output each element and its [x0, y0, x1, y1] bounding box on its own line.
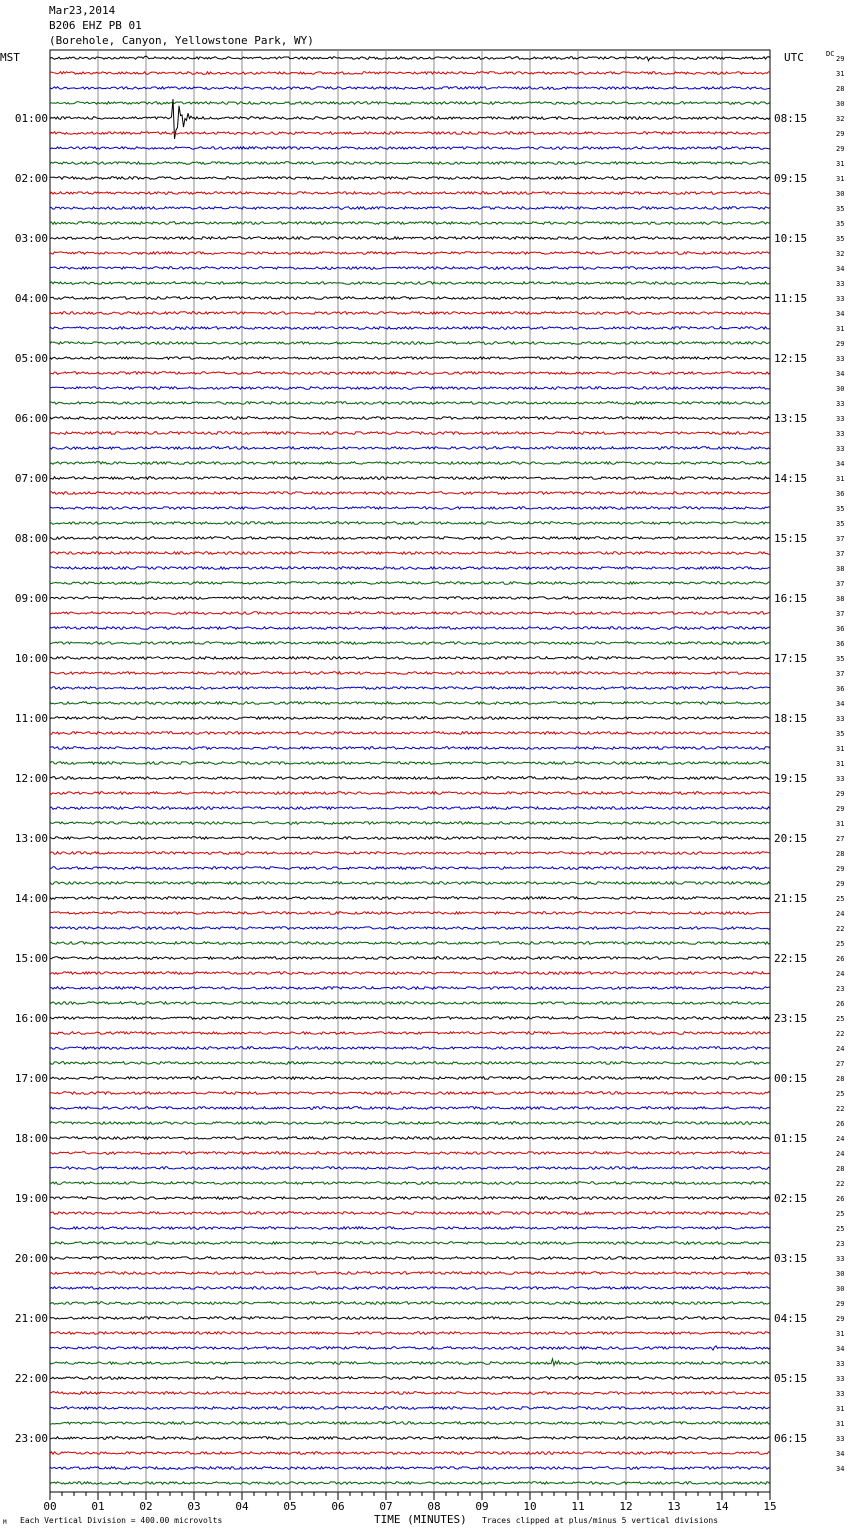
right-hour-label: 22:15 [774, 952, 808, 965]
dc-offset-label: 29 [836, 55, 845, 63]
dc-offset-label: 38 [836, 595, 845, 603]
dc-offset-label: 31 [836, 745, 845, 753]
trace-line [50, 282, 770, 285]
trace-line [50, 207, 770, 210]
x-tick-label: 10 [523, 1500, 537, 1513]
trace-line [50, 1317, 770, 1320]
trace-line [50, 87, 770, 90]
dc-offset-label: 23 [836, 1240, 845, 1248]
dc-offset-label: 34 [836, 1450, 845, 1458]
dc-offset-label: 34 [836, 1345, 845, 1353]
trace-line [50, 777, 770, 780]
dc-offset-label: 31 [836, 1330, 845, 1338]
left-hour-label: 10:00 [14, 652, 48, 665]
trace-line [50, 417, 770, 420]
right-hour-label: 21:15 [774, 892, 808, 905]
trace-line [50, 1482, 770, 1485]
trace-line [50, 177, 770, 180]
dc-offset-label: 34 [836, 265, 845, 273]
dc-offset-label: 29 [836, 805, 845, 813]
dc-offset-label: 31 [836, 175, 845, 183]
x-tick-label: 02 [139, 1500, 153, 1513]
dc-offset-label: 34 [836, 460, 845, 468]
trace-line [50, 1212, 770, 1215]
trace-line [50, 657, 770, 660]
x-axis-title: TIME (MINUTES) [374, 1513, 467, 1526]
trace-line [50, 807, 770, 810]
x-tick-label: 01 [91, 1500, 105, 1513]
x-tick-label: 13 [667, 1500, 681, 1513]
trace-line [50, 912, 770, 915]
dc-offset-label: 31 [836, 1420, 845, 1428]
trace-line [50, 507, 770, 510]
trace-line [50, 492, 770, 495]
right-hour-label: 11:15 [774, 292, 808, 305]
trace-line [50, 387, 770, 390]
right-hour-label: 19:15 [774, 772, 808, 785]
dc-offset-label: 30 [836, 100, 845, 108]
dc-offset-label: 26 [836, 955, 845, 963]
dc-offset-label: 37 [836, 610, 845, 618]
dc-offset-label: 31 [836, 760, 845, 768]
dc-offset-label: 29 [836, 340, 845, 348]
trace-line [50, 1467, 770, 1470]
trace-line [50, 882, 770, 885]
dc-offset-label: 25 [836, 1015, 845, 1023]
trace-line [50, 927, 770, 930]
dc-offset-label: 24 [836, 910, 845, 918]
trace-line [50, 372, 770, 375]
left-hour-label: 16:00 [14, 1012, 48, 1025]
right-hour-label: 17:15 [774, 652, 808, 665]
dc-offset-label: 37 [836, 550, 845, 558]
trace-line [50, 1359, 770, 1366]
trace-line [50, 552, 770, 555]
dc-offset-label: 29 [836, 1315, 845, 1323]
left-hour-label: 02:00 [14, 172, 48, 185]
trace-line [50, 582, 770, 585]
left-hour-label: 07:00 [14, 472, 48, 485]
dc-offset-label: 27 [836, 1060, 845, 1068]
scale-note: Each Vertical Division = 400.00 microvolts [20, 1516, 223, 1525]
left-hour-label: 18:00 [14, 1132, 48, 1145]
left-hour-label: 09:00 [14, 592, 48, 605]
dc-offset-label: 31 [836, 820, 845, 828]
trace-line [50, 1002, 770, 1005]
right-hour-label: 02:15 [774, 1192, 808, 1205]
dc-offset-label: 37 [836, 670, 845, 678]
trace-line [50, 267, 770, 270]
trace-line [50, 56, 770, 61]
x-tick-label: 06 [331, 1500, 345, 1513]
plot-grid [50, 50, 770, 1492]
dc-offset-label: 28 [836, 1165, 845, 1173]
trace-line [50, 102, 770, 105]
trace-line [50, 222, 770, 225]
trace-line [50, 1272, 770, 1275]
trace-line [50, 837, 770, 840]
trace-line [50, 252, 770, 255]
trace-line [50, 1197, 770, 1200]
left-hour-label: 03:00 [14, 232, 48, 245]
trace-line [50, 852, 770, 855]
dc-offset-label: 33 [836, 415, 845, 423]
right-hour-label: 16:15 [774, 592, 808, 605]
dc-offset-label: 33 [836, 1375, 845, 1383]
trace-line [50, 1167, 770, 1170]
trace-line [50, 792, 770, 795]
trace-line [50, 627, 770, 630]
right-hour-label: 10:15 [774, 232, 808, 245]
left-hour-label: 06:00 [14, 412, 48, 425]
trace-line [50, 1122, 770, 1125]
x-tick-label: 14 [715, 1500, 729, 1513]
left-hour-label: 13:00 [14, 832, 48, 845]
trace-line [50, 732, 770, 735]
dc-offset-label: 33 [836, 1390, 845, 1398]
trace-line [50, 192, 770, 195]
dc-offset-label: 33 [836, 280, 845, 288]
trace-line [50, 762, 770, 765]
right-hour-label: 13:15 [774, 412, 808, 425]
dc-offset-label: 23 [836, 985, 845, 993]
trace-line [50, 687, 770, 690]
dc-offset-label: 33 [836, 715, 845, 723]
right-hour-label: 03:15 [774, 1252, 808, 1265]
right-hour-label: 14:15 [774, 472, 808, 485]
dc-offset-label: 37 [836, 535, 845, 543]
trace-line [50, 642, 770, 645]
trace-line [50, 477, 770, 480]
dc-offset-label: 29 [836, 130, 845, 138]
dc-offset-label: 35 [836, 655, 845, 663]
dc-offset-label: 31 [836, 1405, 845, 1413]
trace-line [50, 1377, 770, 1380]
trace-line [50, 1257, 770, 1260]
dc-offset-label: 25 [836, 1210, 845, 1218]
corner-mark: M [3, 1519, 7, 1526]
dc-offset-label: 24 [836, 1150, 845, 1158]
dc-offset-label: 35 [836, 730, 845, 738]
trace-line [50, 162, 770, 165]
dc-offset-label: 36 [836, 685, 845, 693]
left-hour-label: 11:00 [14, 712, 48, 725]
trace-line [50, 1242, 770, 1245]
dc-offset-label: 22 [836, 1105, 845, 1113]
trace-line [50, 822, 770, 825]
left-timezone-label: MST [0, 51, 20, 64]
dc-offset-label: 24 [836, 1045, 845, 1053]
dc-offset-label: 36 [836, 640, 845, 648]
x-tick-label: 00 [43, 1500, 57, 1513]
trace-line [50, 672, 770, 675]
right-hour-label: 04:15 [774, 1312, 808, 1325]
left-hour-label: 12:00 [14, 772, 48, 785]
trace-line [50, 1332, 770, 1335]
right-hour-label: 09:15 [774, 172, 808, 185]
dc-offset-label: 26 [836, 1000, 845, 1008]
right-hour-label: 08:15 [774, 112, 808, 125]
dc-offset-label: 31 [836, 160, 845, 168]
dc-offset-label: 31 [836, 70, 845, 78]
trace-line [50, 1452, 770, 1455]
left-hour-label: 05:00 [14, 352, 48, 365]
dc-offset-label: 28 [836, 1075, 845, 1083]
dc-offset-label: 28 [836, 850, 845, 858]
dc-offset-label: 33 [836, 430, 845, 438]
dc-offset-label: 22 [836, 925, 845, 933]
dc-offset-label: 30 [836, 190, 845, 198]
dc-offset-label: 29 [836, 145, 845, 153]
trace-line [50, 942, 770, 945]
dc-offset-label: 37 [836, 580, 845, 588]
trace-line [50, 147, 770, 150]
trace-line [50, 432, 770, 435]
trace-line [50, 447, 770, 450]
trace-line [50, 1302, 770, 1305]
dc-offset-label: 33 [836, 1435, 845, 1443]
dc-offset-label: 26 [836, 1120, 845, 1128]
trace-line [50, 1392, 770, 1395]
trace-line [50, 1107, 770, 1110]
right-hour-label: 18:15 [774, 712, 808, 725]
trace-line [50, 702, 770, 705]
trace-line [50, 1047, 770, 1050]
trace-line [50, 1407, 770, 1410]
trace-line [50, 132, 770, 135]
dc-offset-label: 33 [836, 775, 845, 783]
right-hour-label: 01:15 [774, 1132, 808, 1145]
right-hour-label: 23:15 [774, 1012, 808, 1025]
dc-offset-label: 25 [836, 1225, 845, 1233]
right-hour-label: 00:15 [774, 1072, 808, 1085]
x-tick-label: 15 [763, 1500, 777, 1513]
dc-offset-label: 35 [836, 205, 845, 213]
left-hour-label: 14:00 [14, 892, 48, 905]
dc-offset-label: 31 [836, 475, 845, 483]
dc-offset-label: 36 [836, 490, 845, 498]
dc-offset-label: 29 [836, 880, 845, 888]
clip-note: Traces clipped at plus/minus 5 vertical divisions [482, 1516, 719, 1525]
trace-line [50, 1422, 770, 1425]
right-hour-label: 12:15 [774, 352, 808, 365]
dc-offset-label: 26 [836, 1195, 845, 1203]
dc-offset-label: 29 [836, 790, 845, 798]
right-timezone-label: UTC [784, 51, 804, 64]
trace-group [50, 56, 770, 1484]
trace-line [50, 972, 770, 975]
left-hour-label: 08:00 [14, 532, 48, 545]
dc-offset-label: 34 [836, 1465, 845, 1473]
left-hour-label: 17:00 [14, 1072, 48, 1085]
header-location: (Borehole, Canyon, Yellowstone Park, WY) [49, 34, 314, 47]
left-hour-label: 15:00 [14, 952, 48, 965]
trace-line [50, 567, 770, 570]
dc-offset-label: 29 [836, 865, 845, 873]
dc-label: DC [826, 50, 835, 58]
dc-offset-label: 24 [836, 1135, 845, 1143]
x-tick-label: 03 [187, 1500, 201, 1513]
trace-line [50, 897, 770, 900]
x-tick-label: 09 [475, 1500, 489, 1513]
trace-line [50, 1437, 770, 1440]
trace-line [50, 1346, 770, 1350]
dc-offset-label: 35 [836, 235, 845, 243]
trace-line [50, 867, 770, 870]
dc-offset-label: 25 [836, 895, 845, 903]
trace-line [50, 1287, 770, 1290]
axis-group [15, 55, 845, 1513]
trace-line [50, 957, 770, 960]
dc-offset-label: 36 [836, 625, 845, 633]
trace-line [50, 72, 770, 75]
dc-offset-label: 29 [836, 1300, 845, 1308]
dc-offset-label: 34 [836, 370, 845, 378]
header-station: B206 EHZ PB 01 [49, 19, 142, 32]
dc-offset-label: 34 [836, 310, 845, 318]
trace-line [50, 342, 770, 345]
trace-line [50, 297, 770, 300]
trace-line [50, 1062, 770, 1065]
right-hour-label: 20:15 [774, 832, 808, 845]
dc-offset-label: 24 [836, 970, 845, 978]
dc-offset-label: 33 [836, 400, 845, 408]
dc-offset-label: 33 [836, 445, 845, 453]
trace-line [50, 1152, 770, 1155]
left-hour-label: 04:00 [14, 292, 48, 305]
trace-line [50, 1077, 770, 1080]
x-tick-label: 11 [571, 1500, 585, 1513]
x-tick-label: 05 [283, 1500, 297, 1513]
dc-offset-label: 32 [836, 115, 845, 123]
trace-line [50, 1017, 770, 1020]
trace-line [50, 537, 770, 540]
x-tick-label: 04 [235, 1500, 249, 1513]
trace-line [50, 597, 770, 600]
plot-frame [50, 50, 770, 1492]
dc-offset-label: 25 [836, 1090, 845, 1098]
trace-line [50, 522, 770, 525]
dc-offset-label: 28 [836, 85, 845, 93]
left-hour-label: 22:00 [14, 1372, 48, 1385]
right-hour-label: 15:15 [774, 532, 808, 545]
dc-offset-label: 38 [836, 565, 845, 573]
dc-offset-label: 32 [836, 250, 845, 258]
trace-line [50, 1032, 770, 1035]
dc-offset-label: 35 [836, 505, 845, 513]
dc-offset-label: 35 [836, 220, 845, 228]
dc-offset-label: 27 [836, 835, 845, 843]
trace-line [50, 987, 770, 990]
left-hour-label: 21:00 [14, 1312, 48, 1325]
dc-offset-label: 33 [836, 1255, 845, 1263]
left-hour-label: 01:00 [14, 112, 48, 125]
trace-line [50, 357, 770, 360]
trace-line [50, 612, 770, 615]
x-tick-label: 07 [379, 1500, 393, 1513]
right-hour-label: 05:15 [774, 1372, 808, 1385]
dc-offset-label: 25 [836, 940, 845, 948]
left-hour-label: 23:00 [14, 1432, 48, 1445]
dc-offset-label: 31 [836, 325, 845, 333]
left-hour-label: 20:00 [14, 1252, 48, 1265]
dc-offset-label: 35 [836, 520, 845, 528]
dc-offset-label: 33 [836, 295, 845, 303]
trace-line [50, 717, 770, 720]
dc-offset-label: 22 [836, 1030, 845, 1038]
dc-offset-label: 33 [836, 1360, 845, 1368]
trace-line [50, 1092, 770, 1095]
trace-line [50, 1137, 770, 1140]
header-date: Mar23,2014 [49, 4, 116, 17]
trace-line [50, 327, 770, 330]
dc-offset-label: 33 [836, 355, 845, 363]
dc-offset-label: 34 [836, 700, 845, 708]
dc-offset-label: 22 [836, 1180, 845, 1188]
right-hour-label: 06:15 [774, 1432, 808, 1445]
x-tick-label: 12 [619, 1500, 633, 1513]
dc-offset-label: 30 [836, 1285, 845, 1293]
x-tick-label: 08 [427, 1500, 441, 1513]
trace-line [50, 462, 770, 465]
trace-line [50, 1227, 770, 1230]
trace-line [50, 237, 770, 240]
trace-line [50, 1182, 770, 1185]
trace-line [50, 747, 770, 750]
trace-line [50, 312, 770, 315]
dc-offset-label: 30 [836, 385, 845, 393]
dc-offset-label: 30 [836, 1270, 845, 1278]
trace-line [50, 402, 770, 405]
left-hour-label: 19:00 [14, 1192, 48, 1205]
